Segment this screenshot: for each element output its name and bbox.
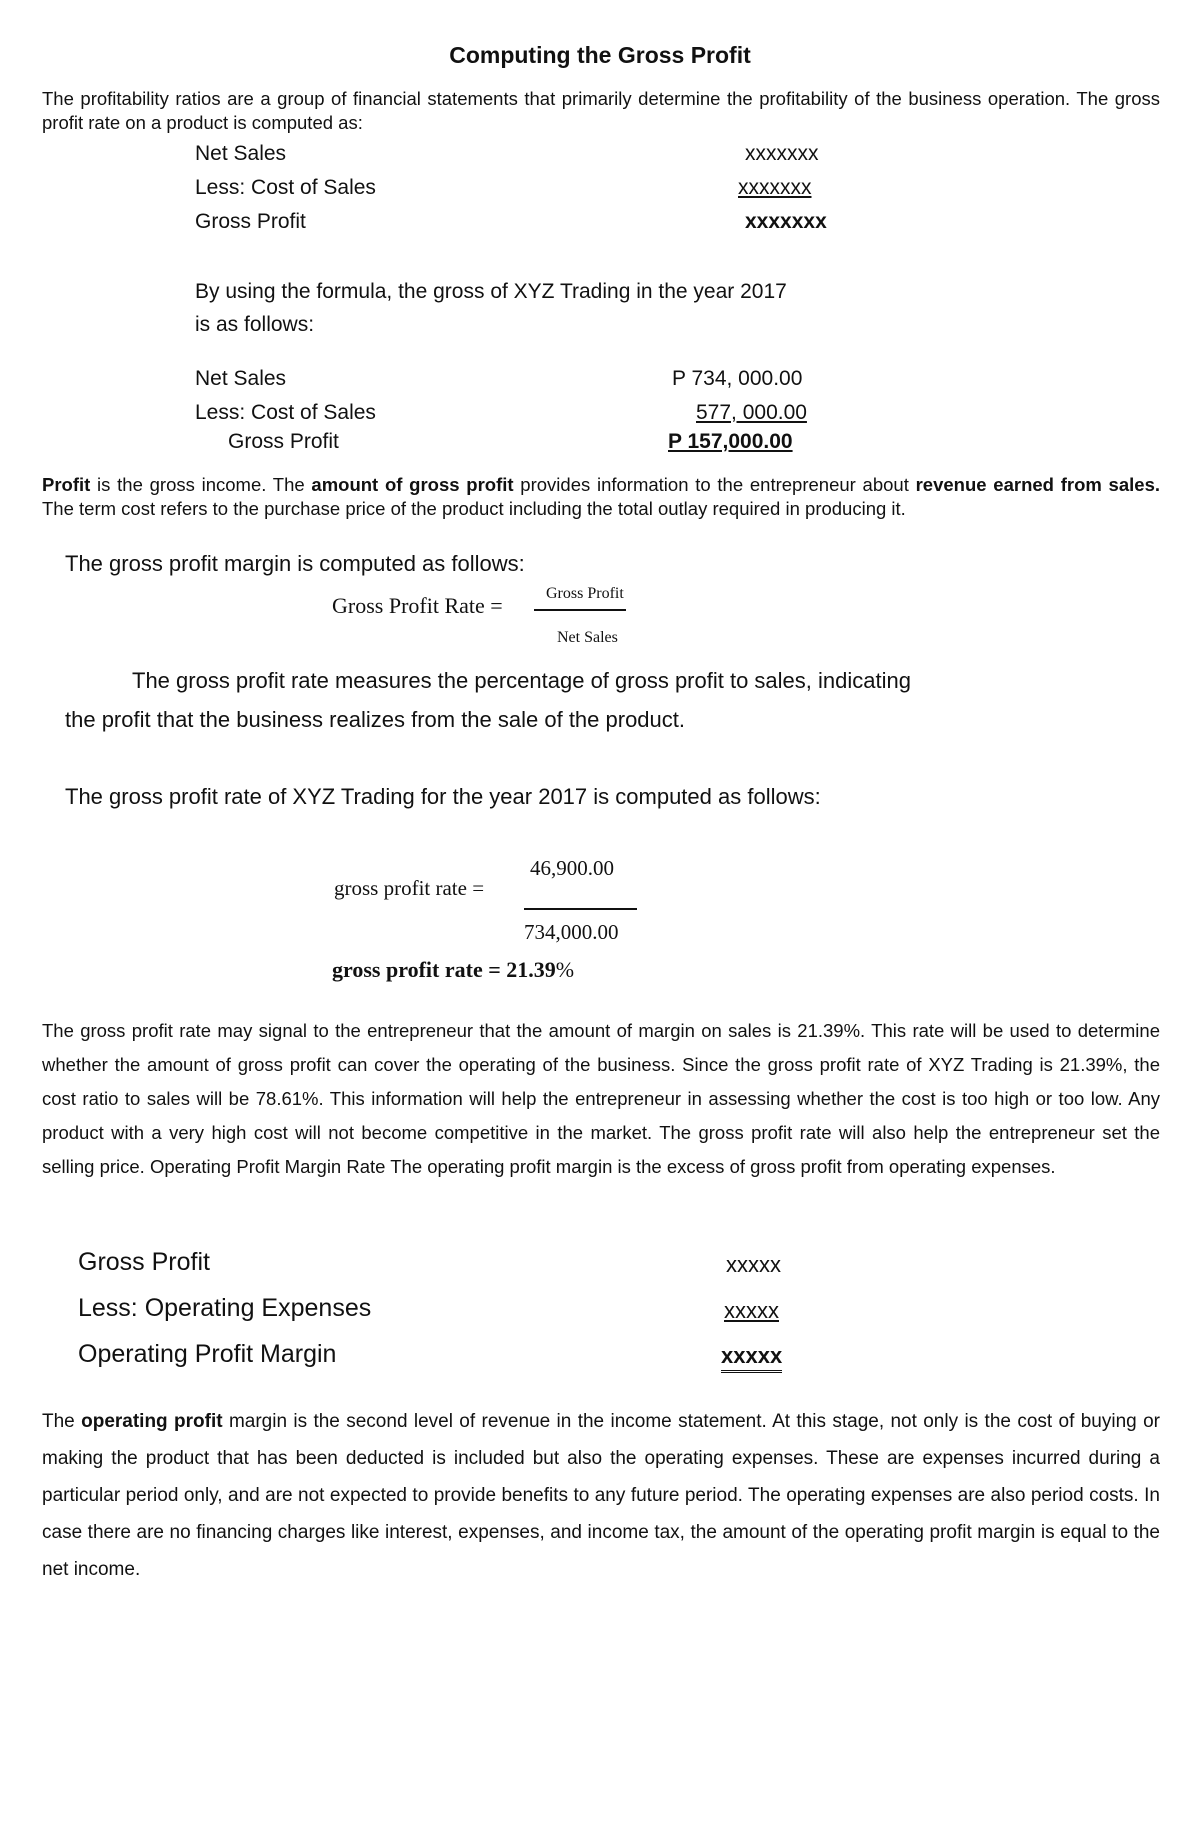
example-gross-profit-value: P 157,000.00 — [668, 430, 793, 453]
example-net-sales-value: P 734, 000.00 — [672, 367, 803, 390]
profit-text-1: is the gross income. The — [90, 474, 312, 495]
operating-gross-profit-value: xxxxx — [726, 1252, 781, 1277]
operating-expenses-value: xxxxx — [724, 1298, 779, 1323]
profit-text-2: provides information to the entrepreneur about — [513, 474, 916, 495]
profit-text-3: The term cost refers to the purchase price of the product including the total outlay required in producing it. — [42, 498, 906, 519]
example-intro-line-1: By using the formula, the gross of XYZ Trading in the year 2017 — [195, 280, 787, 303]
example-cost-of-sales-label: Less: Cost of Sales — [195, 401, 376, 424]
example-cost-of-sales-value: 577, 000.00 — [696, 401, 807, 424]
profit-paragraph — [42, 473, 1160, 521]
amount-gross-profit-term: amount of gross profit — [311, 474, 514, 495]
page-title: Computing the Gross Profit — [449, 42, 751, 68]
final-paragraph — [42, 1403, 1160, 1588]
example-net-sales-label: Net Sales — [195, 367, 287, 390]
formula-denominator: Net Sales — [557, 629, 618, 646]
profit-term: Profit — [42, 474, 91, 495]
margin-heading: The gross profit margin is computed as follows: — [65, 551, 525, 576]
example-intro-line-2: is as follows: — [195, 313, 315, 336]
calc-result — [332, 957, 574, 983]
calc-result-percent: % — [555, 957, 575, 982]
operating-profit-term: operating profit — [81, 1411, 223, 1432]
template-net-sales-value: xxxxxxx — [745, 142, 819, 165]
formula-fraction-bar — [534, 609, 626, 611]
calc-denominator: 734,000.00 — [524, 920, 619, 944]
template-gross-profit-value: xxxxxxx — [745, 210, 827, 233]
calc-numerator: 46,900.00 — [530, 856, 614, 880]
revenue-earned-term: revenue earned from sales. — [915, 474, 1160, 495]
formula-numerator: Gross Profit — [546, 585, 624, 602]
calc-fraction-bar — [524, 908, 637, 910]
template-cost-of-sales-label: Less: Cost of Sales — [195, 176, 376, 199]
intro-paragraph: The profitability ratios are a group of financial statements that primarily determine the profitability of the business operation. The gross profit rate on a product is computed as: — [42, 88, 1160, 133]
template-cost-of-sales-value: xxxxxxx — [738, 176, 812, 199]
calc-result-value: = 21.39 — [488, 957, 556, 982]
calc-result-label: gross profit rate — [332, 957, 483, 982]
final-text-2: margin is the second level of revenue in the income statement. At this stage, not only is the cost of buying or making the product that has been deducted is included but also the operating expenses. These are expenses incurred during a particular period only, and are not expected to provide benefits to any future period. The operating expenses are also period costs. In case there are no financing charges like interest, expenses, and income tax, the amount of the operating profit margin is equal to the net income. — [42, 1411, 1160, 1580]
operating-expenses-label: Less: Operating Expenses — [78, 1294, 372, 1322]
operating-profit-margin-value: xxxxx — [721, 1342, 782, 1373]
rate-description-line-1: The gross profit rate measures the percentage of gross profit to sales, indicating — [132, 668, 911, 693]
xyz-heading: The gross profit rate of XYZ Trading for the year 2017 is computed as follows: — [65, 784, 821, 809]
template-gross-profit-label: Gross Profit — [195, 210, 306, 233]
final-text-1: The — [42, 1411, 82, 1432]
formula-lhs: Gross Profit Rate = — [332, 593, 503, 618]
signal-paragraph: The gross profit rate may signal to the entrepreneur that the amount of margin on sales is 21.39%. This rate will be used to determine whether the amount of gross profit can cover the operating of the business. Since the gross profit rate of XYZ Trading is 21.39%, the cost ratio to sales will be 78.61%. This information will help the entrepreneur in assessing whether the cost is too high or too low. Any product with a very high cost will not become competitive in the market. The gross profit rate will also help the entrepreneur set the selling price. Operating Profit Margin Rate The operating profit margin is the excess of gross profit from operating expenses. — [42, 1020, 1160, 1177]
operating-gross-profit-label: Gross Profit — [78, 1248, 210, 1276]
calc-lhs: gross profit rate = — [334, 876, 485, 900]
example-gross-profit-label: Gross Profit — [228, 430, 339, 453]
operating-profit-margin-label: Operating Profit Margin — [78, 1340, 337, 1368]
template-net-sales-label: Net Sales — [195, 142, 287, 165]
rate-description-line-2: the profit that the business realizes from the sale of the product. — [65, 707, 686, 732]
